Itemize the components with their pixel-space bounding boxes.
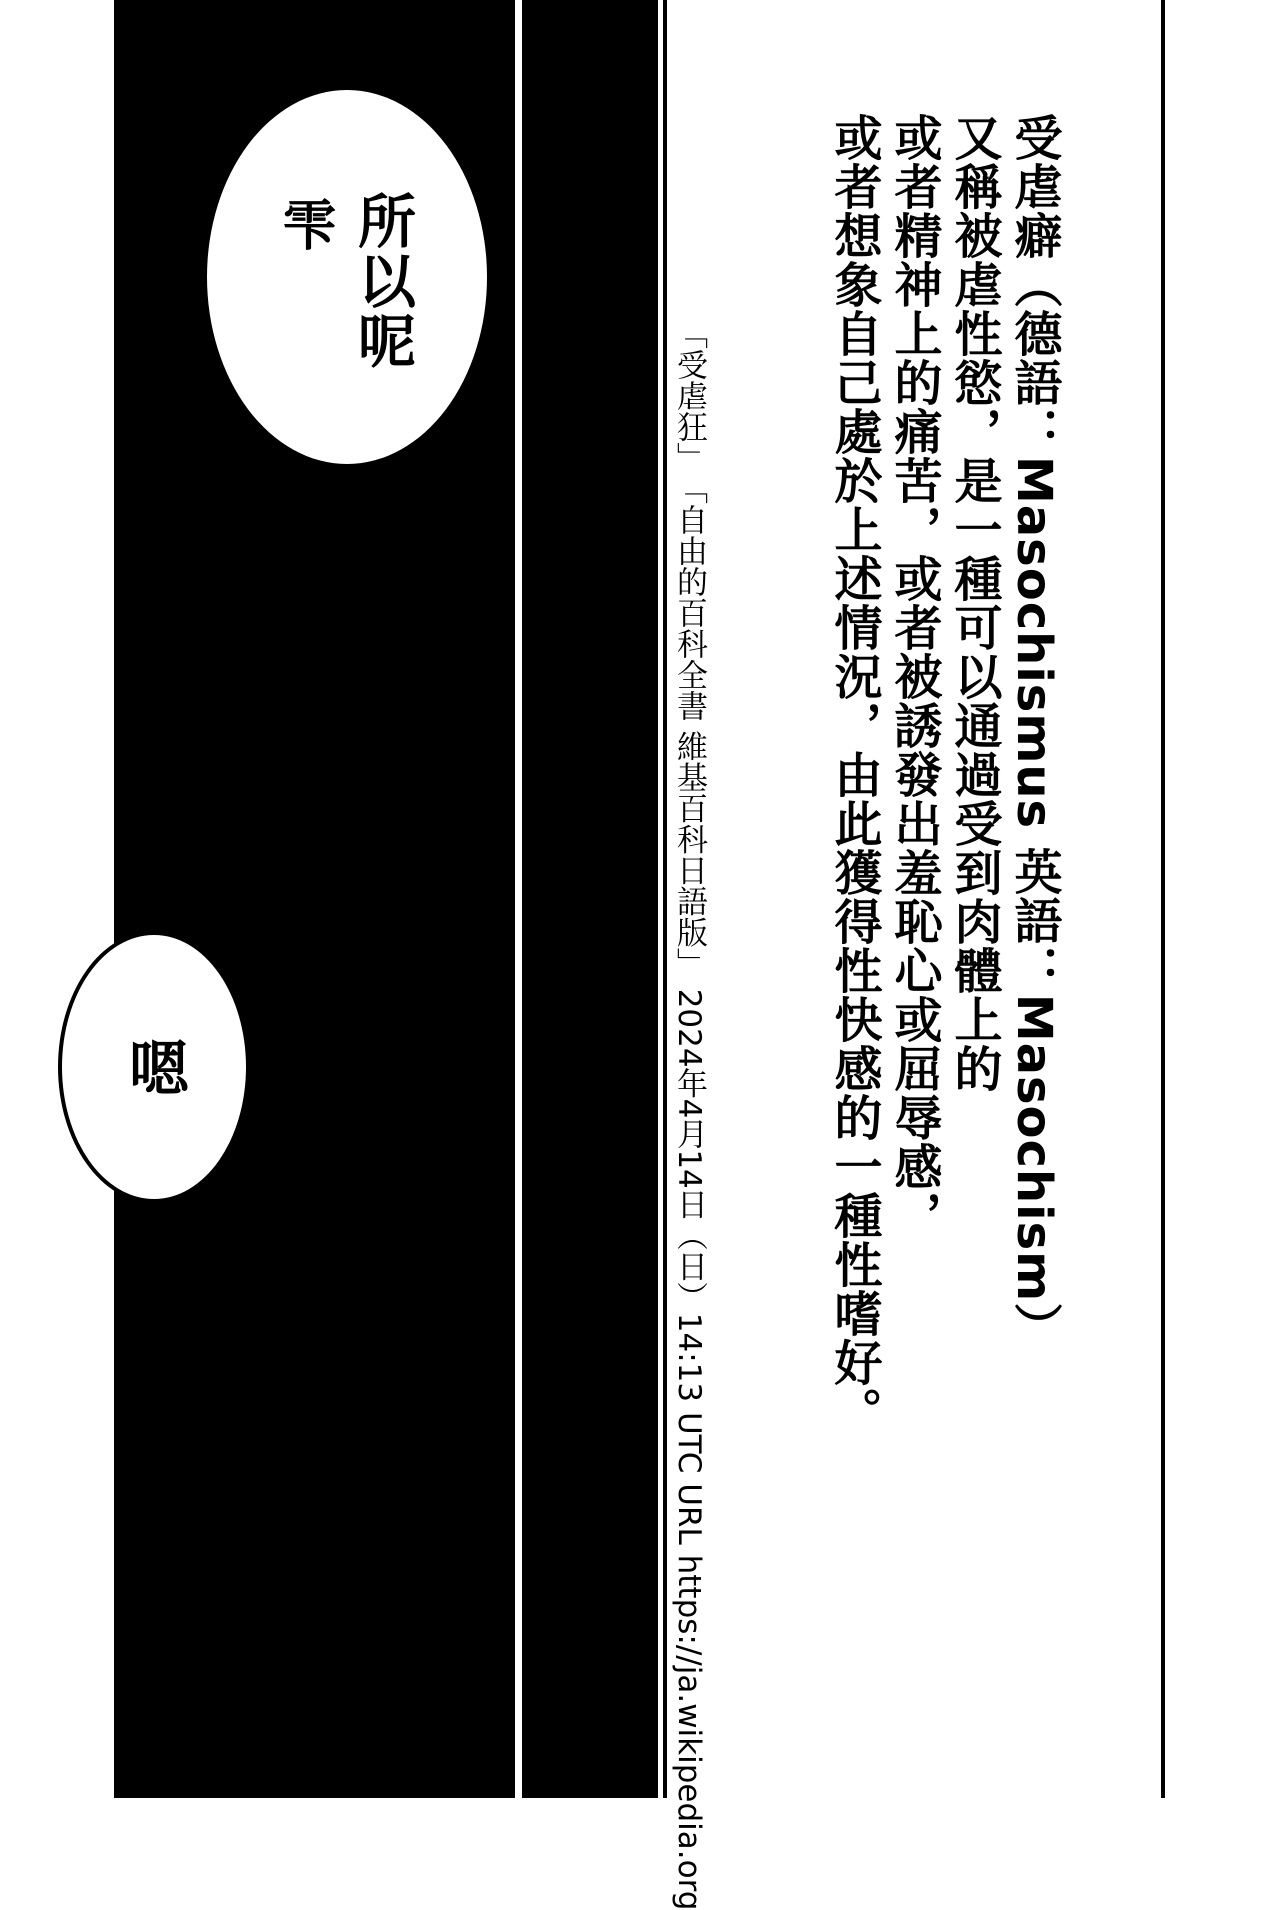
bubble-bottom-text: 嗯 (119, 1037, 189, 1097)
comic-panel-strip (522, 0, 658, 1798)
citation-text: 「受虐狂」 「自由的百科全書 維基百科日語版」 2024年4月14日（日）14:13 UTC URL https://ja.wikipedia.org (671, 318, 707, 1910)
article-text (820, 113, 1064, 1443)
bubble-top-main-text: 所以呢 (348, 191, 416, 371)
article-line-2: 又稱被虐性慾，是一種可以通過受到肉體上的 (946, 113, 1002, 1093)
article-line-4: 或者想象自己處於上述情況，由此獲得性快感的一種性嗜好。 (826, 113, 882, 1436)
article-line-1: 受虐癖（德語：Masochismus 英語：Masochism） (1006, 113, 1062, 1352)
article-line-3: 或者精神上的痛苦，或者被誘發出羞恥心或屈辱感， (886, 113, 942, 1240)
bubble-top-name-text: 雫 (274, 197, 337, 251)
speech-bubble-bottom (58, 931, 250, 1203)
divider-line-left (663, 0, 667, 1798)
divider-line-right (1161, 0, 1165, 1798)
